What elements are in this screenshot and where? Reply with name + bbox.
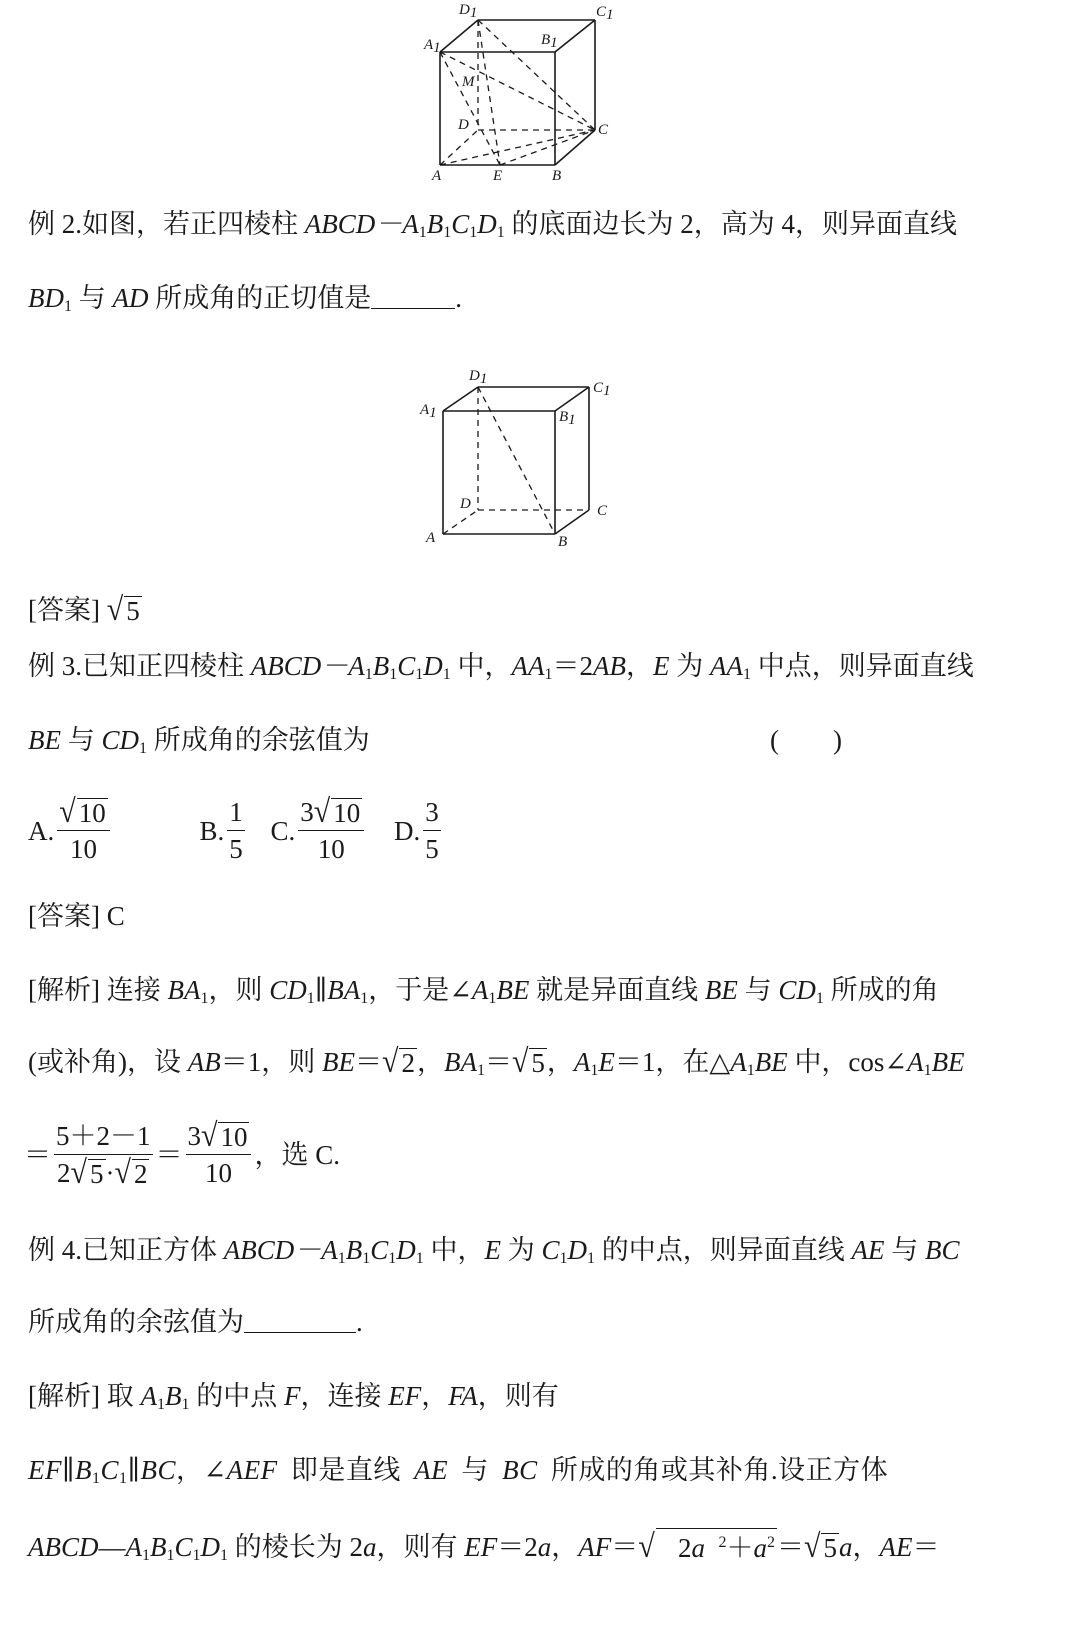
ex4-line1: 例 4.已知正方体 $ABCD-A_1B_1C_1D_1$ 中，E 为 $C_1D_1$ 的中点，则异面直线 AE 与 BC bbox=[28, 1235, 960, 1267]
ex2-line1: 例 2.如图，若正四棱柱 $ABCD-A_1B_1C_1D_1$ 的底面边长为 2，高为 4，则异面直线 bbox=[28, 209, 958, 241]
ex2-answer: [答案] √ 5 bbox=[28, 591, 140, 628]
fig1-label-c: C bbox=[598, 122, 609, 138]
ex3-line1: 例 3.已知正四棱柱 $ABCD-A_1B_1C_1D_1$ 中，$AA_1=2AB$，E 为 $AA_1$ 中点，则异面直线 bbox=[28, 651, 974, 683]
ex2-line2: $BD_1$ 与 AD 所成角的正切值是 . bbox=[28, 283, 462, 315]
ex4-line2: 所成角的余弦值为 . bbox=[28, 1307, 363, 1337]
fig1-label-a: A bbox=[432, 168, 442, 184]
fig2-label-a: A bbox=[426, 530, 436, 546]
fig1-label-d1: D1 bbox=[459, 2, 478, 21]
ex3-answer: [答案] C bbox=[28, 901, 125, 931]
fig1-label-b: B bbox=[552, 168, 562, 184]
figure-prism-2 bbox=[0, 360, 1080, 560]
fig1-label-a1: A1 bbox=[424, 37, 441, 56]
fig2-label-d: D bbox=[460, 496, 471, 512]
sol4-line3: $ABCD—A_1B_1C_1D_1$ 的棱长为 2a，则有 EF＝2a，AF＝ √ 2a $^2+a^2$ ＝ √ 5 a，AE＝ bbox=[28, 1528, 940, 1565]
sqrt: √ 2a $^2+a^2$ bbox=[638, 1528, 775, 1565]
sol4-line1: [解析] 取 $A_1B_1$ 的中点 F，连接 EF，FA，则有 bbox=[28, 1381, 559, 1413]
ex3-line2: BE 与 $CD_1$ 所成角的余弦值为 bbox=[28, 725, 370, 757]
fig1-label-b1: B1 bbox=[541, 32, 558, 51]
option-d[interactable]: D. $\frac{3}{5}$ bbox=[393, 797, 439, 864]
fig1-label-e: E bbox=[493, 168, 503, 184]
option-b[interactable]: B. $\frac{1}{5}$ bbox=[199, 797, 243, 864]
sqrt: √ 5 bbox=[106, 591, 140, 628]
fig2-label-c: C bbox=[597, 503, 608, 519]
sol3-line3: ＝ 5＋2－1 2 √ 5 · √ 2 ＝ 3 √ 10 10 ，选 C. bbox=[24, 1117, 340, 1191]
sol4-line2: $EF\parallel B_1C_1\parallel BC$，∠AEF 即是直线 AE 与 BC 所成的角或其补角.设正方体 bbox=[28, 1455, 889, 1487]
fig2-label-d1: D1 bbox=[469, 368, 488, 387]
fig2-label-a1: A1 bbox=[420, 402, 437, 421]
option-a[interactable]: A. √ 10 10 bbox=[28, 796, 113, 865]
fig2-label-b1: B1 bbox=[559, 409, 576, 428]
figure-prism-1 bbox=[0, 0, 1080, 200]
fig2-label-b: B bbox=[558, 534, 568, 550]
sol3-line1: [解析] 连接 $BA_1$，则 $CD_1\parallel BA_1$，于是$\angle A_1BE$ 就是异面直线 BE 与 $CD_1$ 所成的角 bbox=[28, 975, 939, 1007]
fig1-label-m: M bbox=[462, 74, 475, 90]
sol3-line2: (或补角)，设 AB＝1，则 BE＝ √ 2 ，$BA_1=$ √ 5 ，$A_1E=1$，在$\triangle A_1BE$ 中，$\cos\angle A_1BE$ bbox=[28, 1043, 965, 1080]
answer-blank[interactable] bbox=[371, 284, 455, 309]
answer-blank[interactable] bbox=[244, 1308, 356, 1333]
fig2-label-c1: C1 bbox=[593, 380, 611, 399]
answer-parentheses: ( ) bbox=[770, 725, 842, 755]
option-c[interactable]: C. 3 √ 10 10 bbox=[270, 796, 367, 865]
fig1-label-d: D bbox=[458, 117, 469, 133]
ex3-options bbox=[28, 793, 444, 865]
fig1-label-c1: C1 bbox=[596, 4, 614, 23]
